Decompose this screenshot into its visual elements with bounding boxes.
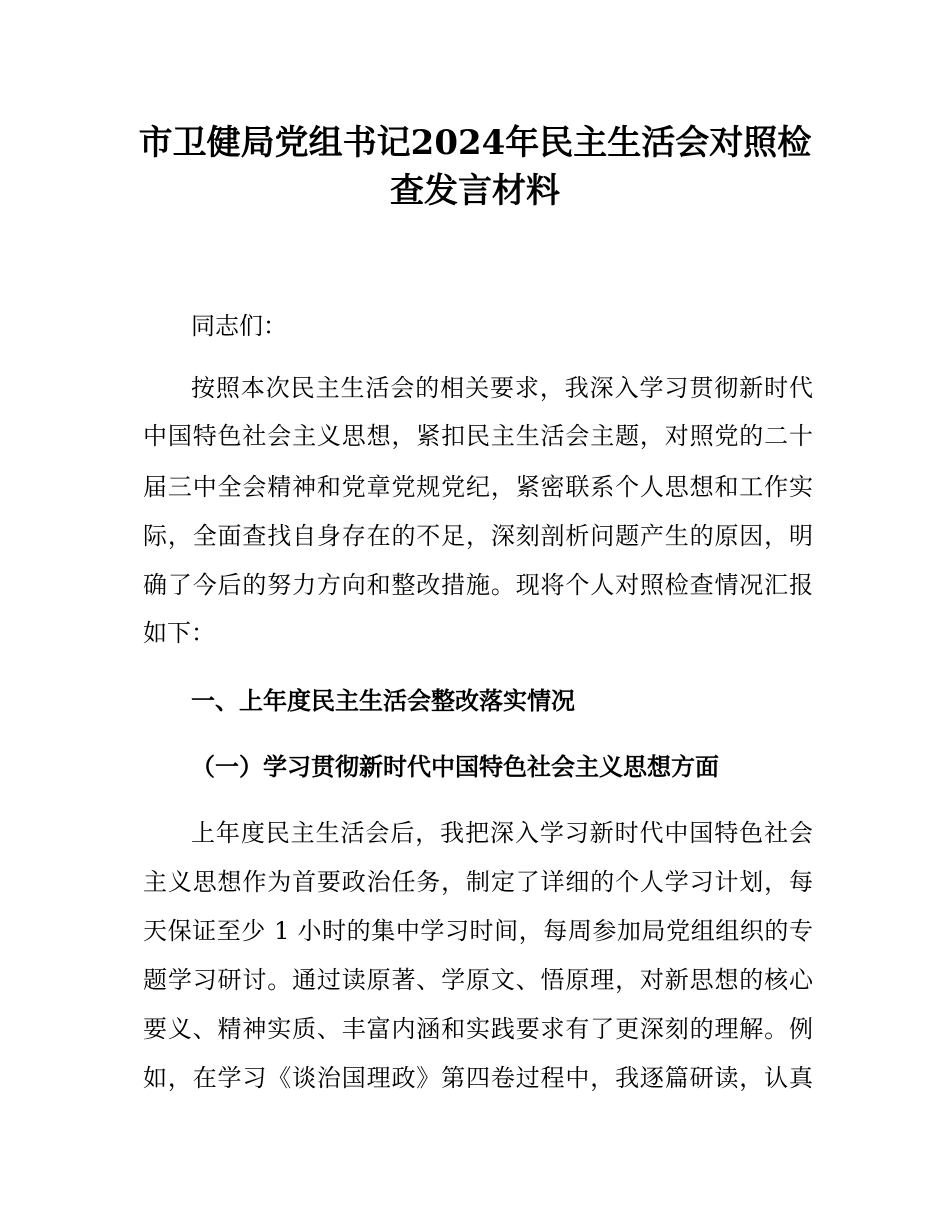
body-line-6: 如，在学习《谈治国理政》第四卷过程中，我逐篇研读，认真: [143, 1064, 813, 1092]
subsection-heading: （一）学习贯彻新时代中国特色社会主义思想方面: [191, 752, 719, 781]
intro-line-2: 中国特色社会主义思想，紧扣民主生活会主题，对照党的二十: [143, 422, 813, 450]
intro-line-1: 按照本次民主生活会的相关要求，我深入学习贯彻新时代: [191, 374, 813, 402]
intro-line-4: 际，全面查找自身存在的不足，深刻剖析问题产生的原因，明: [143, 522, 813, 550]
document-title-line-2: 查发言材料: [390, 171, 560, 211]
salutation: 同志们：: [191, 312, 287, 340]
section-heading: 一、上年度民主生活会整改落实情况: [191, 686, 575, 715]
intro-line-6: 如下：: [143, 619, 215, 647]
intro-line-3: 届三中全会精神和党章党规党纪，紧密联系个人思想和工作实: [143, 473, 813, 501]
body-line-2: 主义思想作为首要政治任务，制定了详细的个人学习计划，每: [143, 868, 813, 896]
intro-line-5: 确了今后的努力方向和整改措施。现将个人对照检查情况汇报: [143, 571, 813, 599]
body-line-1: 上年度民主生活会后，我把深入学习新时代中国特色社会: [191, 819, 813, 847]
body-line-3: 天保证至少 1 小时的集中学习时间，每周参加局党组组织的专: [143, 917, 813, 945]
body-line-5: 要义、精神实质、丰富内涵和实践要求有了更深刻的理解。例: [143, 1015, 813, 1043]
document-title-line-1: 市卫健局党组书记2024年民主生活会对照检: [138, 123, 812, 163]
body-line-4: 题学习研讨。通过读原著、学原文、悟原理，对新思想的核心: [143, 966, 813, 994]
